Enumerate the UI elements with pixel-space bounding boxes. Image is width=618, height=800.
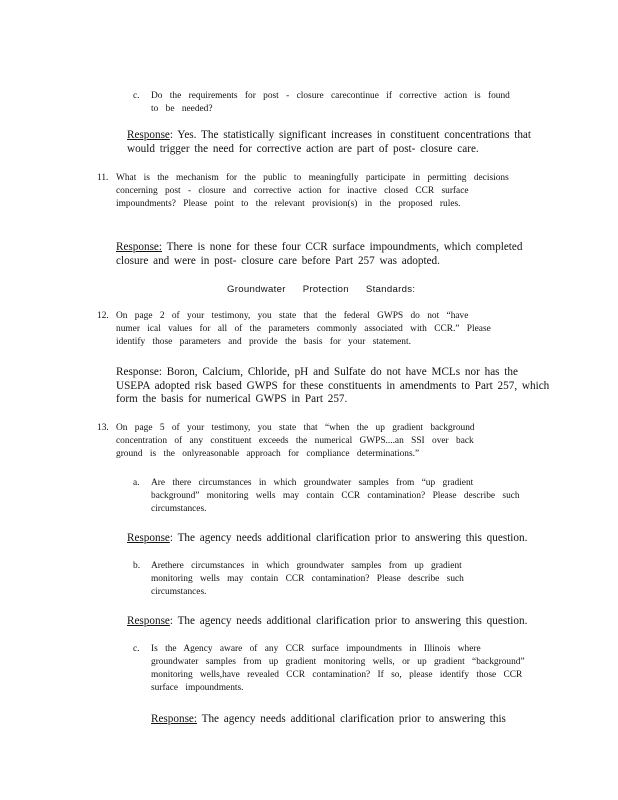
response-text: The agency needs additional clarification prior to answering this: [201, 713, 506, 725]
question-13a: Are there circumstances in which groundwater samples from “up gradient background” monitoring wells may contain CCR contamination? Please describe such circumstances.: [151, 478, 520, 514]
response-text: : Yes. The statistically significant increases in constituent concentrations that would trigger the need for corrective action are part of post- closure care.: [127, 129, 532, 155]
response-13a: [127, 532, 547, 546]
response-12: Response: Boron, Calcium, Chloride, pH and Sulfate do not have MCLs nor has the USEPA adopted risk based GWPS for these constituents in amendments to Part 257, which form the basis for numerical GWPS in Part 257.: [116, 366, 550, 405]
response-11: [116, 241, 526, 268]
question-number: 11.: [97, 173, 109, 183]
item-letter: c.: [133, 91, 140, 101]
response-13b: [127, 615, 547, 629]
response-10c: [127, 129, 547, 156]
response-text: : The agency needs additional clarification prior to answering this question.: [169, 615, 528, 627]
section-heading: Groundwater Protection Standards:: [227, 284, 416, 295]
response-13c: [151, 713, 541, 727]
question-13: On page 5 of your testimony, you state that “when the up gradient background concentration of any constituent exceeds the numerical GWPS....an SSI over back ground is the onlyreasonable approach for compliance determinations.”: [116, 423, 475, 459]
question-number: 13.: [97, 423, 109, 433]
item-letter: a.: [133, 478, 140, 488]
question-12: On page 2 of your testimony, you state that the federal GWPS do not “have numer ical values for all of the parameters commonly associated with CCR.” Please identify those parameters and provide the basis for your statement.: [116, 311, 491, 347]
response-label: Response: [127, 615, 170, 627]
response-text: : The agency needs additional clarification prior to answering this question.: [169, 532, 528, 544]
question-13b: Arethere circumstances in which groundwater samples from up gradient monitoring wells may contain CCR contamination? Please describe such circumstances.: [151, 561, 464, 597]
question-number: 12.: [97, 311, 109, 321]
response-label: Response: [127, 532, 170, 544]
response-label: Response:: [151, 713, 197, 725]
question-11: What is the mechanism for the public to meaningfully participate in permitting decisions concerning post - closure and corrective action for inactive closed CCR surface impoundments? Please point to the relevant provision(s) in the proposed rules.: [116, 173, 509, 209]
question-10c: Do the requirements for post - closure carecontinue if corrective action is found to be needed?: [151, 91, 510, 114]
item-letter: b.: [133, 561, 141, 571]
item-letter: c.: [133, 644, 140, 654]
question-13c: Is the Agency aware of any CCR surface impoundments in Illinois where groundwater samples from up gradient monitoring wells, or up gradient “background” monitoring wells,have revealed CCR contamination? If so, please identify those CCR surface impoundments.: [151, 644, 525, 693]
response-label: Response: [127, 129, 170, 141]
response-text: There is none for these four CCR surface impoundments, which completed closure and were in post- closure care before Part 257 was adopted.: [116, 241, 523, 267]
response-label: Response:: [116, 241, 162, 253]
